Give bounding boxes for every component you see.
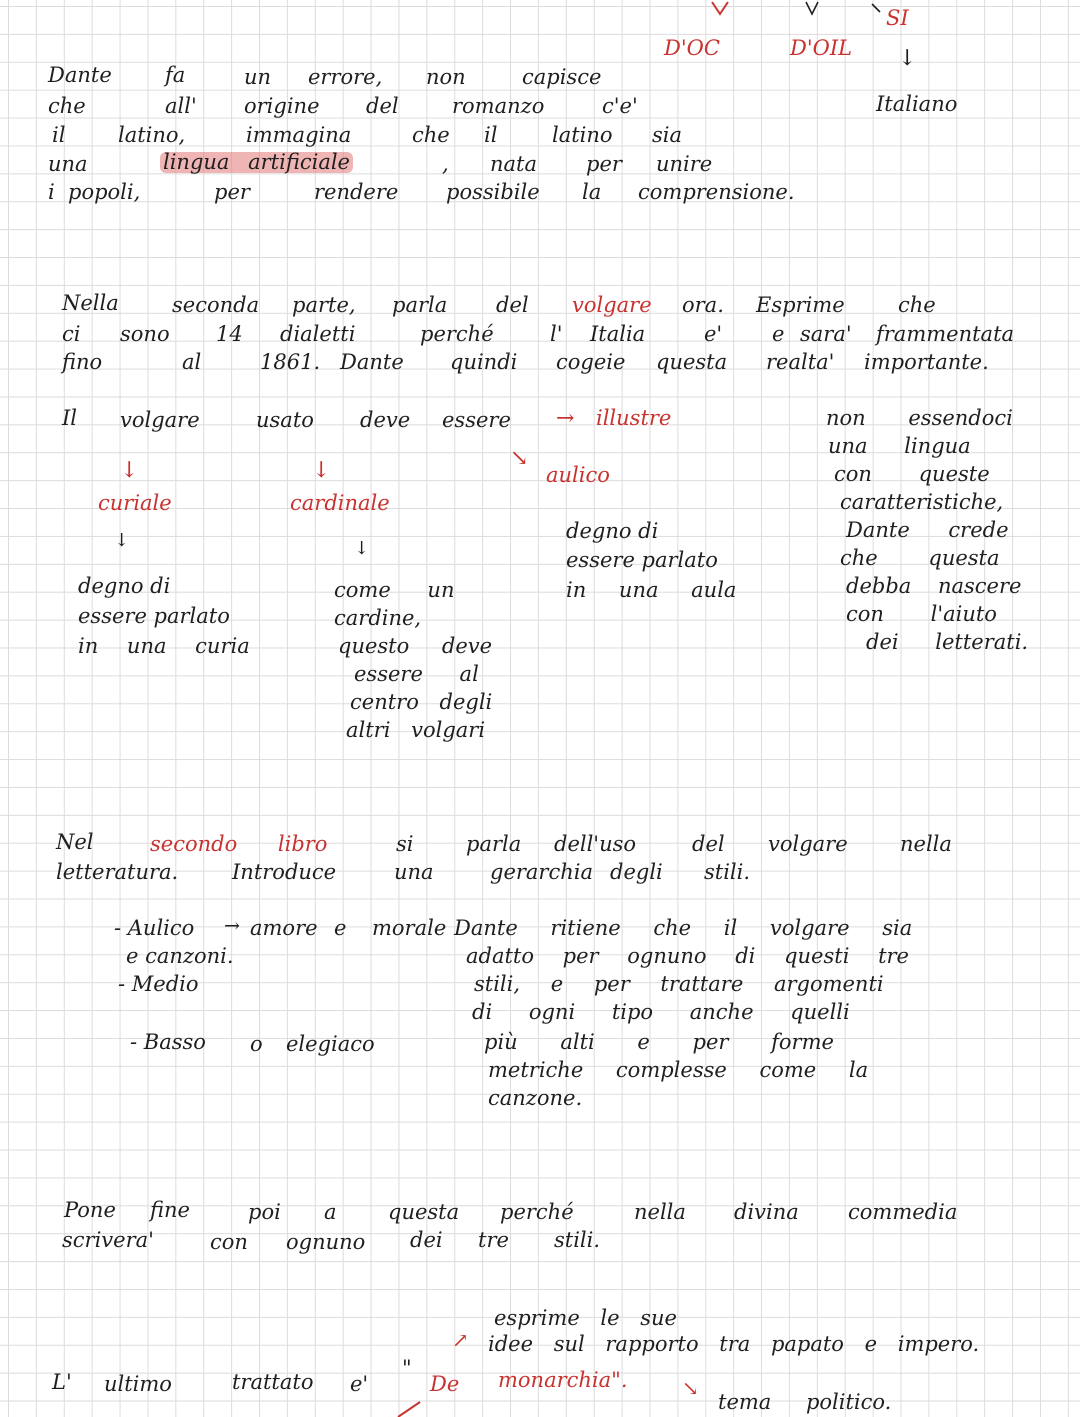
p4-word: commedia [848,1200,958,1224]
side-note-line: non essendoci [826,406,1013,430]
side-note-line: che questa [840,546,1000,570]
p4-word: dei [410,1228,443,1252]
styles-note-line: metriche complesse come la [488,1058,869,1082]
styles-note-line: più alti e per forme [484,1030,834,1054]
p5-de: De [430,1372,460,1396]
p4-word: questa [388,1200,460,1224]
cardinale-note-line: essere al [354,662,479,686]
side-note-line: una lingua [828,434,971,458]
styles-note-line: di ogni tipo anche quelli [472,1000,850,1024]
p2-word: parte, [292,293,356,317]
p4-word: stili. [554,1228,601,1252]
curiale-note-line: degno di [78,574,171,598]
p4-word: Pone [64,1198,116,1222]
cardinale-note-line: centro degli [350,690,493,714]
p3-word: Introduce [232,860,337,884]
p3-word: stili. [704,860,751,884]
p5-tema: tema politico. [718,1390,892,1414]
p4-word: scrivera' [62,1228,154,1252]
p2-word: questa [656,350,728,374]
p2-word: importante. [864,350,989,374]
style-aulico-word: e [334,916,347,940]
p3-word: nella [900,832,952,856]
p2-word: quindi [450,350,518,374]
arrow-down-icon: ↓ [354,538,370,559]
p5-word: L' [52,1370,72,1394]
p5-note: idee sul rapporto tra papato e impero. [488,1332,980,1356]
p3-word: dell'uso [554,832,637,856]
p2-word: cogeie [556,350,626,374]
p4-word: perché [500,1200,574,1224]
p5-note: esprime le sue [494,1306,677,1330]
cardinale-note-line: questo deve [338,634,493,658]
p5-monarchia: monarchia". [498,1368,628,1392]
p1-word: c'e' [602,94,638,118]
p1-word: il [484,123,498,147]
p4-word: con [210,1230,248,1254]
styles-note-line: adatto per ognuno di questi tre [466,944,909,968]
arrow-down-icon: ↓ [312,458,331,483]
p1-word: capisce [522,65,602,89]
p4-word: nella [634,1200,686,1224]
p3-secondo-libro: secondo libro [150,832,328,856]
p1-word: del [366,94,399,118]
style-aulico-word: amore [250,916,318,940]
branch-italiano: Italiano [876,92,958,116]
p2-word: Esprime [756,293,845,317]
arrow-right-icon: → [556,406,575,431]
style-basso: - Basso [130,1030,206,1054]
p1-word: , [442,152,449,176]
side-note-line: con queste [834,462,990,486]
p2-word: dialetti [280,322,356,346]
p2-word: che [898,293,936,317]
tree-illustre: illustre [596,406,672,430]
p1-word: il [52,123,66,147]
p5-word: trattato [232,1370,314,1394]
p1-word: per [214,180,250,204]
tree-aulico: aulico [546,463,610,487]
p1-word: fa [165,63,186,87]
side-note-line: debba nascere [846,574,1022,598]
p2-word: realta' [766,350,835,374]
tree-cardinale: cardinale [290,491,390,515]
arrow-down-icon: ↓ [120,458,139,483]
p3-word: parla [466,832,522,856]
p3-word: degli [610,860,663,884]
branch-si: SI [886,6,909,30]
p1-word: sia [652,123,683,147]
p2-word: perché [420,322,494,346]
cardinale-note-line: altri volgari [346,718,486,742]
p2-word: Dante [340,350,404,374]
p2-word: ci [62,322,81,346]
style-basso-word: elegiaco [286,1032,375,1056]
p2-word: seconda [172,293,260,317]
side-note-line: Dante crede [846,518,1009,542]
p5-word: ultimo [104,1372,172,1396]
p1-word: latino, [118,123,186,147]
p3-word: volgare [768,832,848,856]
p2-word: parla [392,293,448,317]
styles-note-line: Dante ritiene che il volgare sia [454,916,913,940]
p1-word: non [426,65,466,89]
p2-word: sara' [800,322,852,346]
p1-word: la [582,180,602,204]
styles-note-line: stili, e per trattare argomenti [474,972,884,996]
curiale-note-line: in una curia [78,634,250,658]
tree-root-word: deve [360,408,411,432]
p1-word: immagina [246,123,352,147]
p1-word: una [48,152,88,176]
p1-word: errore, [308,65,383,89]
tree-curiale: curiale [98,491,172,515]
style-basso-word: o [250,1032,263,1056]
p4-word: a [324,1200,337,1224]
p5-quote: " [402,1356,412,1380]
p1-word: che [412,123,450,147]
p1-word: che [48,94,86,118]
p1-word: all' [165,94,197,118]
curiale-note-line: essere parlato [78,604,230,628]
branch-oc: D'OC [664,36,720,60]
side-note-line: con l'aiuto [846,602,997,626]
p2-word: e [772,322,785,346]
p4-word: tre [478,1228,509,1252]
p3-word: una [394,860,434,884]
p3-word: si [396,832,414,856]
p5-word: e' [350,1372,369,1396]
branch-oil: D'OIL [790,36,853,60]
p4-word: poi [248,1200,281,1224]
style-aulico-word: morale [372,916,447,940]
p1-word: popoli, [68,180,141,204]
arrow-right-icon: → [224,915,240,937]
arrow-down-right-icon: ↘ [682,1376,699,1400]
p2-word: Nella [62,291,119,315]
p2-word: l' [550,322,563,346]
p1-word: romanzo [452,94,545,118]
side-note-line: caratteristiche, [840,490,1004,514]
aulico-note-line: essere parlato [566,548,718,572]
tree-root-word: usato [256,408,314,432]
highlight-lingua-artificiale: lingua artificiale [160,152,353,173]
p2-word: ora. [682,293,724,317]
side-note-line: dei letterati. [866,630,1029,654]
p1-word: origine [244,94,320,118]
p1-word: Dante [48,63,112,87]
p2-word: 14 [216,322,243,346]
p2-word: sono [120,322,170,346]
p1-word: rendere [314,180,399,204]
tree-root-word: essere [442,408,511,432]
p2-word: fino [62,350,103,374]
p1-word: unire [656,152,713,176]
style-aulico: - Aulico [114,916,195,940]
tree-root-word: Il [62,406,78,430]
arrow-right-down-icon: ↘ [510,446,529,471]
p2-word: frammentata [876,322,1015,346]
p1-word: un [244,65,272,89]
style-aulico-word: e canzoni. [126,944,234,968]
p3-word: Nel [56,830,94,854]
styles-note-line: canzone. [488,1086,583,1110]
p1-word: per [586,152,622,176]
arrow-down-icon: ↓ [898,46,917,71]
p4-word: fine [150,1198,190,1222]
p3-word: del [692,832,725,856]
p2-word: e' [704,322,723,346]
p3-word: letteratura. [56,860,179,884]
p4-word: divina [734,1200,799,1224]
cardinale-note-line: come un [334,578,455,602]
p1-word: latino [552,123,613,147]
p2-volgare: volgare [572,293,652,317]
arrow-down-icon: ↓ [114,530,130,551]
p2-word: Italia [590,322,646,346]
p2-word: al [182,350,202,374]
aulico-note-line: in una aula [566,578,737,602]
p1-word: comprensione. [638,180,795,204]
p2-word: del [496,293,529,317]
style-medio: - Medio [118,972,199,996]
aulico-note-line: degno di [566,519,659,543]
p4-word: ognuno [286,1230,366,1254]
p1-word: i [48,180,55,204]
p3-word: gerarchia [490,860,593,884]
tree-root-word: volgare [120,408,200,432]
p2-word: 1861. [260,350,321,374]
p1-word: possibile [446,180,540,204]
cardinale-note-line: cardine, [334,606,422,630]
p1-word: nata [490,152,538,176]
arrow-up-right-icon: ↗ [452,1328,469,1352]
